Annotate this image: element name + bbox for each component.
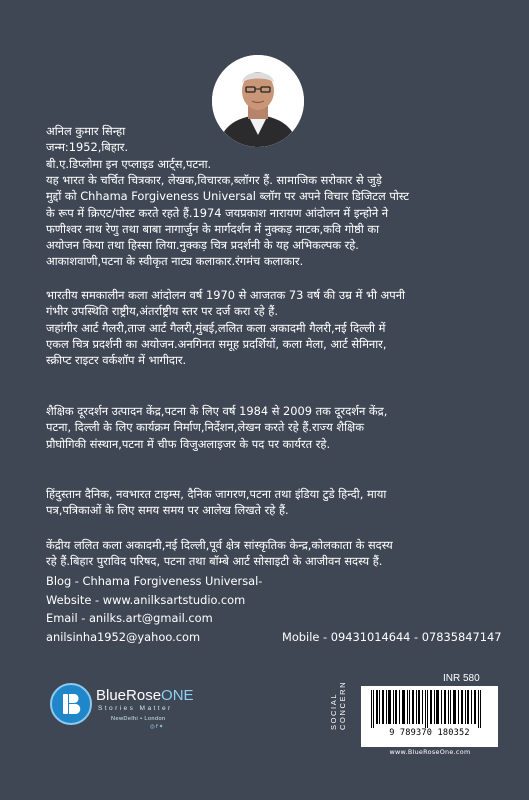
bluerose-logo-icon: [50, 683, 92, 725]
career-line: भारतीय समकालीन कला आंदोलन वर्ष 1970 से आजतक 73 वर्ष की उम्र में भी अपनी: [46, 288, 405, 302]
writing-line: हिंदुस्तान दैनिक, नवभारत टाइम्स, दैनिक जागरण,पटना तथा इंडिया टुडे हिन्दी, माया: [46, 487, 387, 501]
bio-line: के रूप में क्रिएट/पोस्ट करते रहते हैं.1974 जयप्रकाश नारायण आंदोलन में इन्होने ने: [46, 205, 389, 220]
bio-line: आकाशवाणी,पटना के स्वीकृत नाट्य कलाकार.रंगमंच कलाकार.: [46, 254, 304, 269]
membership-line: रहे हैं.बिहार पुराविद परिषद, पटना तथा बॉम्बे आर्ट सोसाइटी के आजीवन सदस्य हैं.: [46, 554, 383, 569]
email-secondary[interactable]: anilsinha1952@yahoo.com: [46, 629, 201, 644]
doordarshan-line: शैक्षिक दूरदर्शन उत्पादन केंद्र,पटना के लिए वर्ष 1984 से 2009 तक दूरदर्शन केंद्र,: [46, 404, 388, 418]
publisher-name-accent: ONE: [161, 687, 194, 704]
contact-block: [46, 572, 502, 646]
website-line[interactable]: Website - www.anilksartstudio.com: [46, 592, 246, 607]
bio-line: मुद्दों को Chhama Forgiveness Universal ब्लॉग पर अपने विचार डिजिटल पोस्ट: [46, 189, 409, 204]
publisher-tagline: Stories Matter: [98, 705, 173, 712]
career-line: गंभीर उपस्थिति राष्ट्रीय,अंतर्राष्ट्रीय स्तर पर दर्ज करा रहे हैं.: [46, 304, 278, 319]
writing-paragraph: [46, 486, 486, 519]
email-line[interactable]: Email - anilks.art@gmail.com: [46, 611, 213, 626]
bio-paragraph: [46, 172, 486, 270]
instagram-icon: ◎: [150, 724, 156, 730]
membership-line: केंद्रीय ललित कला अकादमी,नई दिल्ली,पूर्व क्षेत्र सांस्कृतिक केन्द्र,कोलकाता के सदस्य: [46, 538, 393, 552]
social-icons: [150, 724, 164, 730]
doordarshan-paragraph: [46, 403, 486, 452]
doordarshan-line: पटना, दिल्ली के लिए कार्यक्रम निर्माण,निर्देशन,लेखन करते रहे हैं.राज्य शैक्षिक: [46, 420, 364, 435]
mobile-line: Mobile - 09431014644 - 07835847147: [282, 629, 502, 644]
publisher-url[interactable]: www.BlueRoseOne.com: [389, 748, 471, 756]
bio-line: यह भारत के चर्चित चित्रकार, लेखक,विचारक,ब्लॉगर हैं. सामाजिक सरोकार से जुड़े: [46, 173, 382, 187]
career-line: एकल चित्र प्रदर्शनी का अयोजन.अनगिनत समूह प्रदर्शियों, कला मेला, आर्ट सेमिनार,: [46, 336, 387, 351]
membership-paragraph: [46, 537, 486, 570]
bio-line: फणीश्वर नाथ रेणु तथा बाबा नागार्जुन के मार्गदर्शन में नुक्कड़ नाटक,कवि गोष्ठी का: [46, 221, 380, 236]
isbn-barcode: [361, 686, 498, 747]
author-name: अनिल कुमार सिन्हा: [46, 124, 126, 138]
social-concern-label: [329, 672, 347, 730]
doordarshan-line: प्रौघोगिकी संस्थान,पटना में चीफ विजुअलाइजर के पद पर कार्यरत रहे.: [46, 436, 331, 451]
twitter-icon: ✦: [158, 724, 165, 730]
publisher-cities: NewDelhi • London: [111, 716, 166, 722]
concern-word: CONCERN: [338, 680, 347, 730]
publisher-name: [96, 687, 194, 704]
price-label: INR 580: [443, 673, 480, 684]
publisher-name-main: BlueRose: [96, 687, 162, 704]
writing-line: पत्र,पत्रिकाओं के लिए समय समय पर आलेख लिखते रहे हैं.: [46, 503, 289, 518]
career-line: जहांगीर आर्ट गैलरी,ताज आर्ट गैलरी,मुंबई,ललित कला अकादमी गैलरी,नई दिल्ली में: [46, 320, 386, 335]
author-header: [46, 123, 486, 172]
career-line: स्क्रीप्ट राइटर वर्कशॉप में भागीदार.: [46, 353, 187, 368]
career-paragraph: [46, 287, 486, 368]
blog-line: Blog - Chhama Forgiveness Universal-: [46, 574, 263, 588]
social-word: SOCIAL: [329, 692, 338, 730]
barcode-bars: [361, 686, 498, 728]
author-degree: बी.ए.डिप्लोमा इन एप्लाइड आर्ट्स,पटना.: [46, 156, 212, 171]
author-birth: जन्म:1952,बिहार.: [46, 140, 129, 155]
bio-line: अयोजन किया तथा हिस्सा लिया.नुक्कड़ चित्र प्रदर्शनी के यह अभिकल्पक रहे.: [46, 238, 359, 253]
isbn-digits: 9 789370 180352: [389, 728, 470, 738]
facebook-icon: f: [155, 724, 159, 730]
